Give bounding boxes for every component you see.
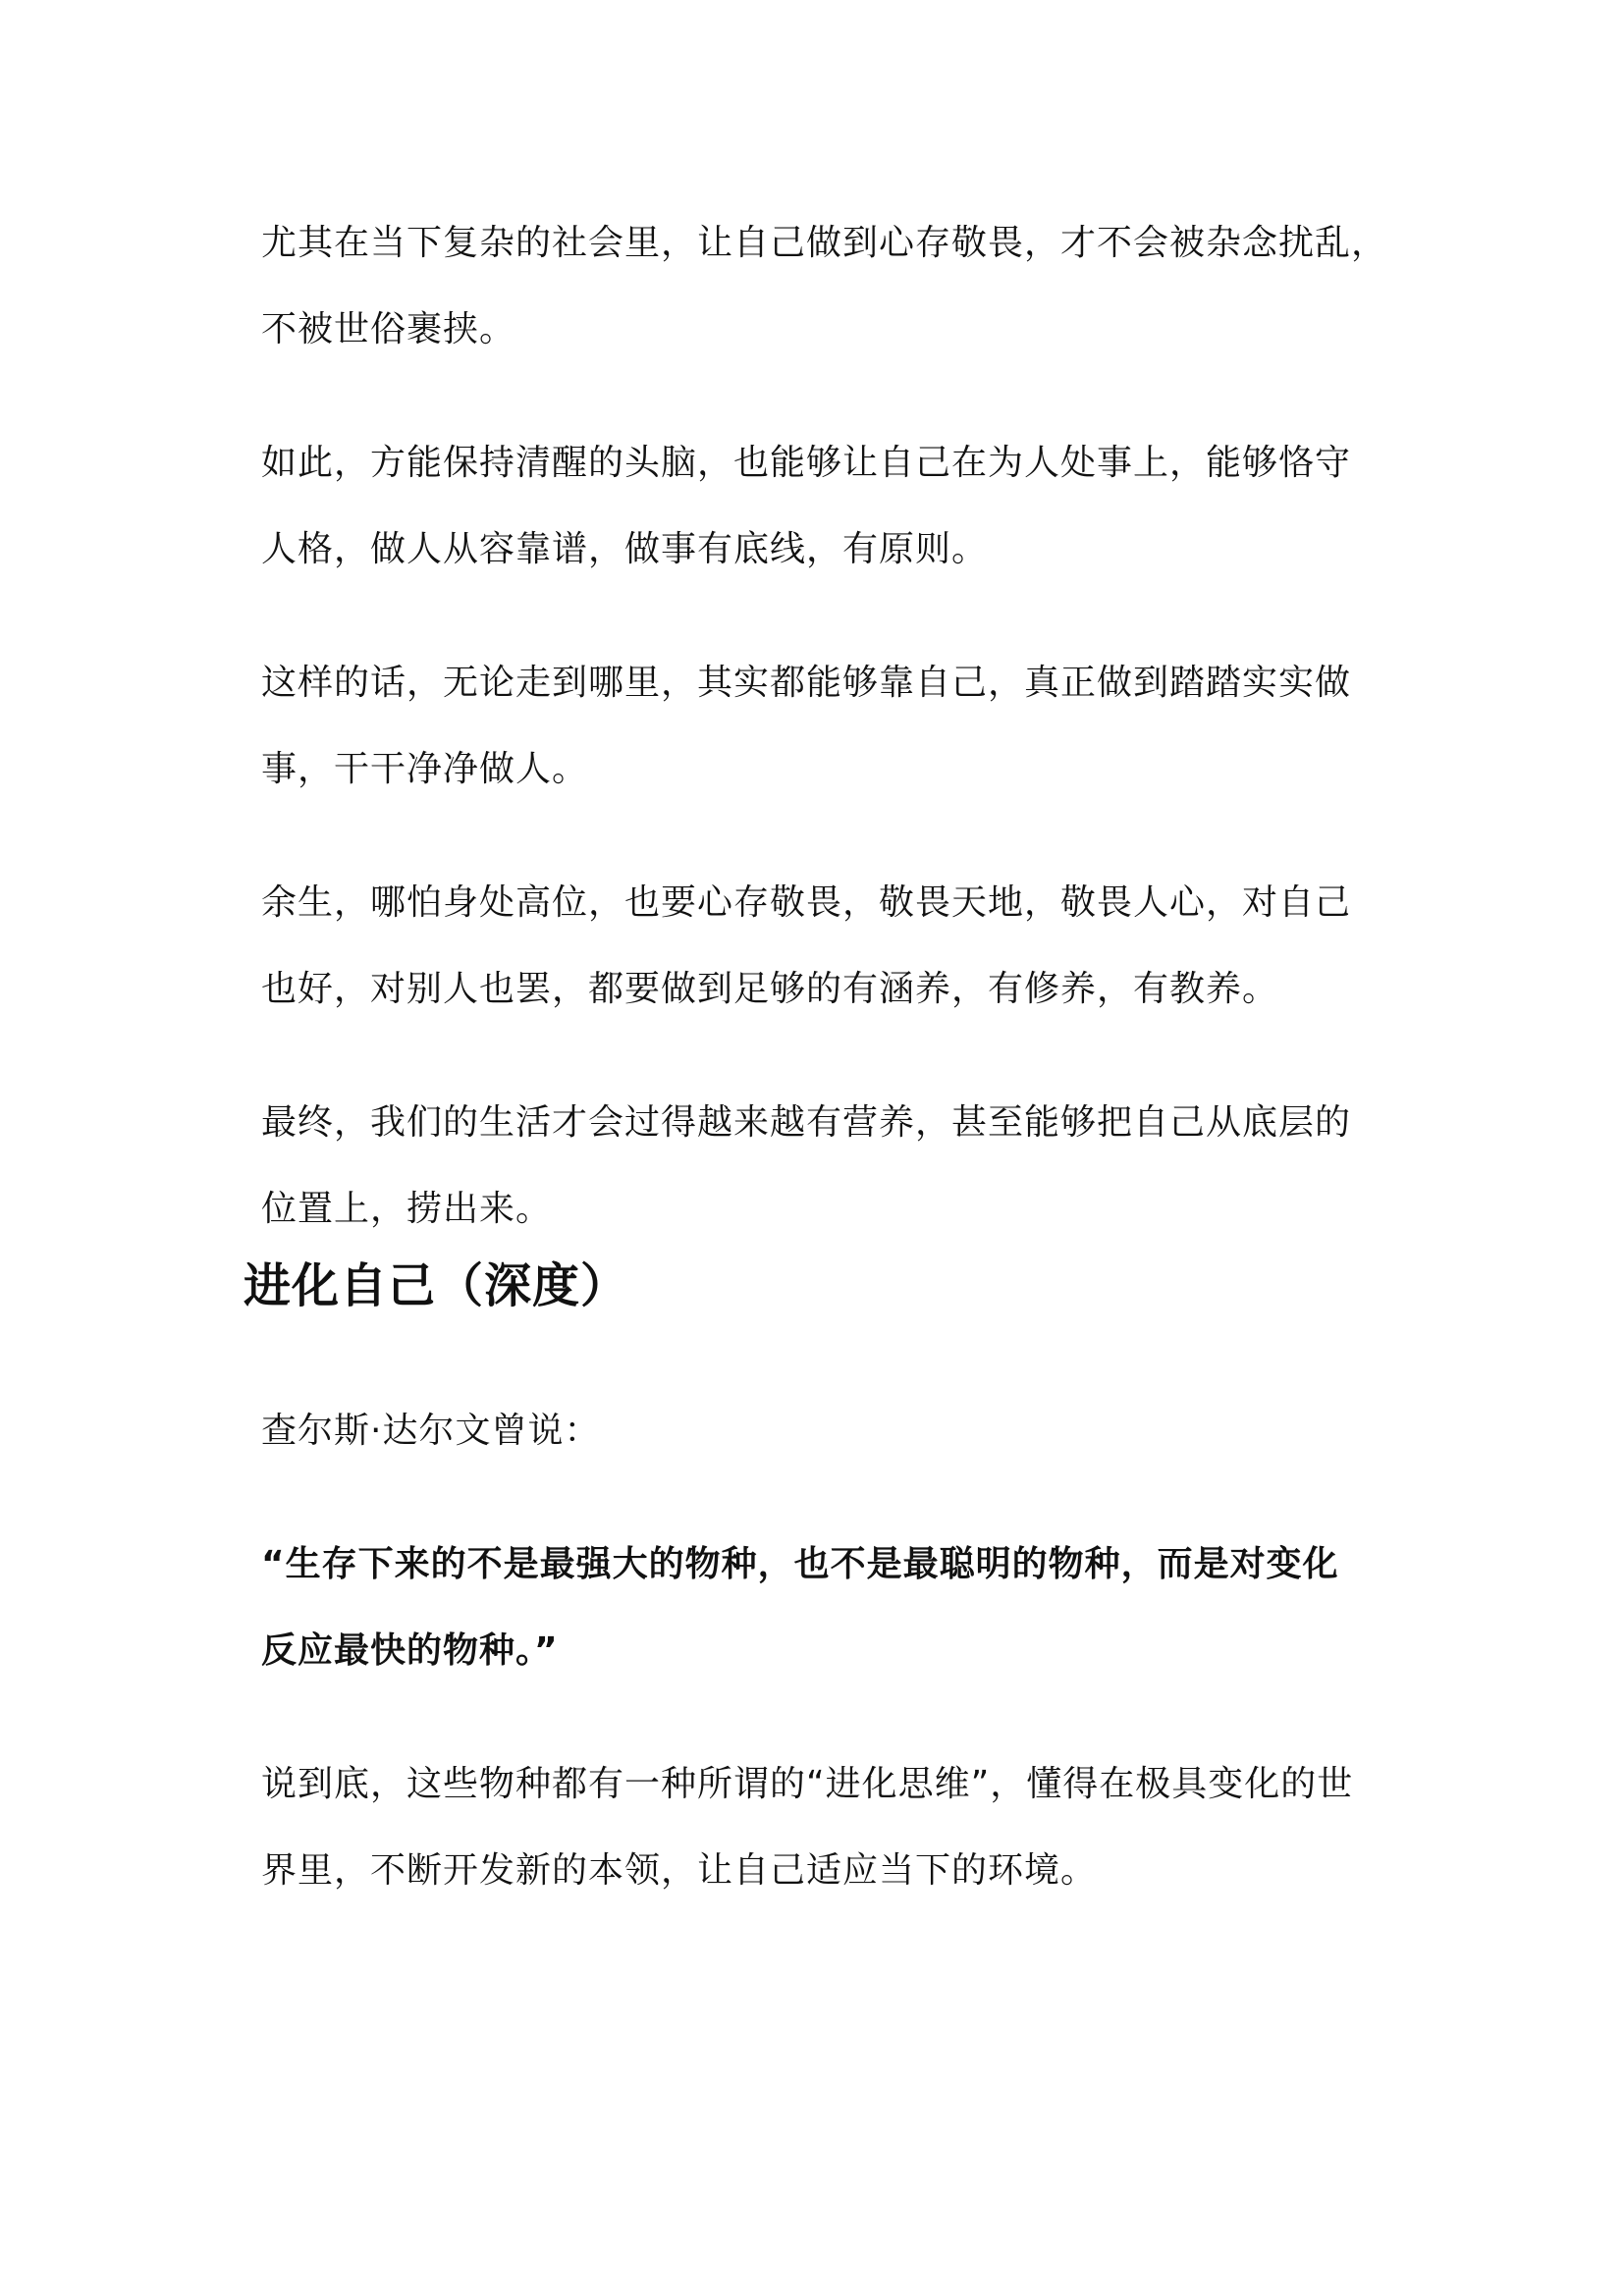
paragraph-line: 尤其在当下复杂的社会里，让自己做到心存敬畏，才不会被杂念扰乱， bbox=[261, 223, 1388, 263]
quote-line: “生存下来的不是最强大的物种，也不是最聪明的物种，而是对变化 bbox=[261, 1544, 1339, 1584]
darwin-intro bbox=[261, 1388, 1371, 1474]
paragraph-line: 位置上，捞出来。 bbox=[261, 1189, 553, 1229]
paragraph-line: 不被世俗裹挟。 bbox=[261, 309, 516, 349]
darwin-quote bbox=[261, 1522, 1371, 1694]
paragraph-evolution-thinking bbox=[261, 1741, 1371, 1914]
paragraph-line: 查尔斯·达尔文曾说： bbox=[261, 1411, 601, 1451]
section-heading: 进化自己（深度） bbox=[244, 1258, 629, 1313]
paragraph-line: 也好，对别人也罢，都要做到足够的有涵养，有修养，有教养。 bbox=[261, 969, 1279, 1009]
paragraph-conclusion bbox=[261, 1080, 1371, 1253]
paragraph-line: 界里，不断开发新的本领，让自己适应当下的环境。 bbox=[261, 1850, 1098, 1891]
paragraph-line: 最终，我们的生活才会过得越来越有营养，甚至能够把自己从底层的 bbox=[261, 1102, 1352, 1143]
paragraph-line: 这样的话，无论走到哪里，其实都能够靠自己，真正做到踏踏实实做 bbox=[261, 663, 1352, 703]
paragraph-reverence bbox=[261, 200, 1388, 373]
paragraph-clear-mind bbox=[261, 420, 1371, 593]
paragraph-line: 说到底，这些物种都有一种所谓的“进化思维”，懂得在极具变化的世 bbox=[261, 1764, 1354, 1804]
paragraph-line: 事，干干净净做人。 bbox=[261, 749, 589, 789]
paragraph-line: 余生，哪怕身处高位，也要心存敬畏，敬畏天地，敬畏人心，对自己 bbox=[261, 882, 1352, 923]
paragraph-line: 如此，方能保持清醒的头脑，也能够让自己在为人处事上，能够恪守 bbox=[261, 443, 1352, 483]
paragraph-rest-of-life bbox=[261, 860, 1371, 1033]
quote-line: 反应最快的物种。” bbox=[261, 1630, 559, 1671]
paragraph-line: 人格，做人从容靠谱，做事有底线，有原则。 bbox=[261, 529, 989, 569]
paragraph-self-reliance bbox=[261, 640, 1371, 813]
